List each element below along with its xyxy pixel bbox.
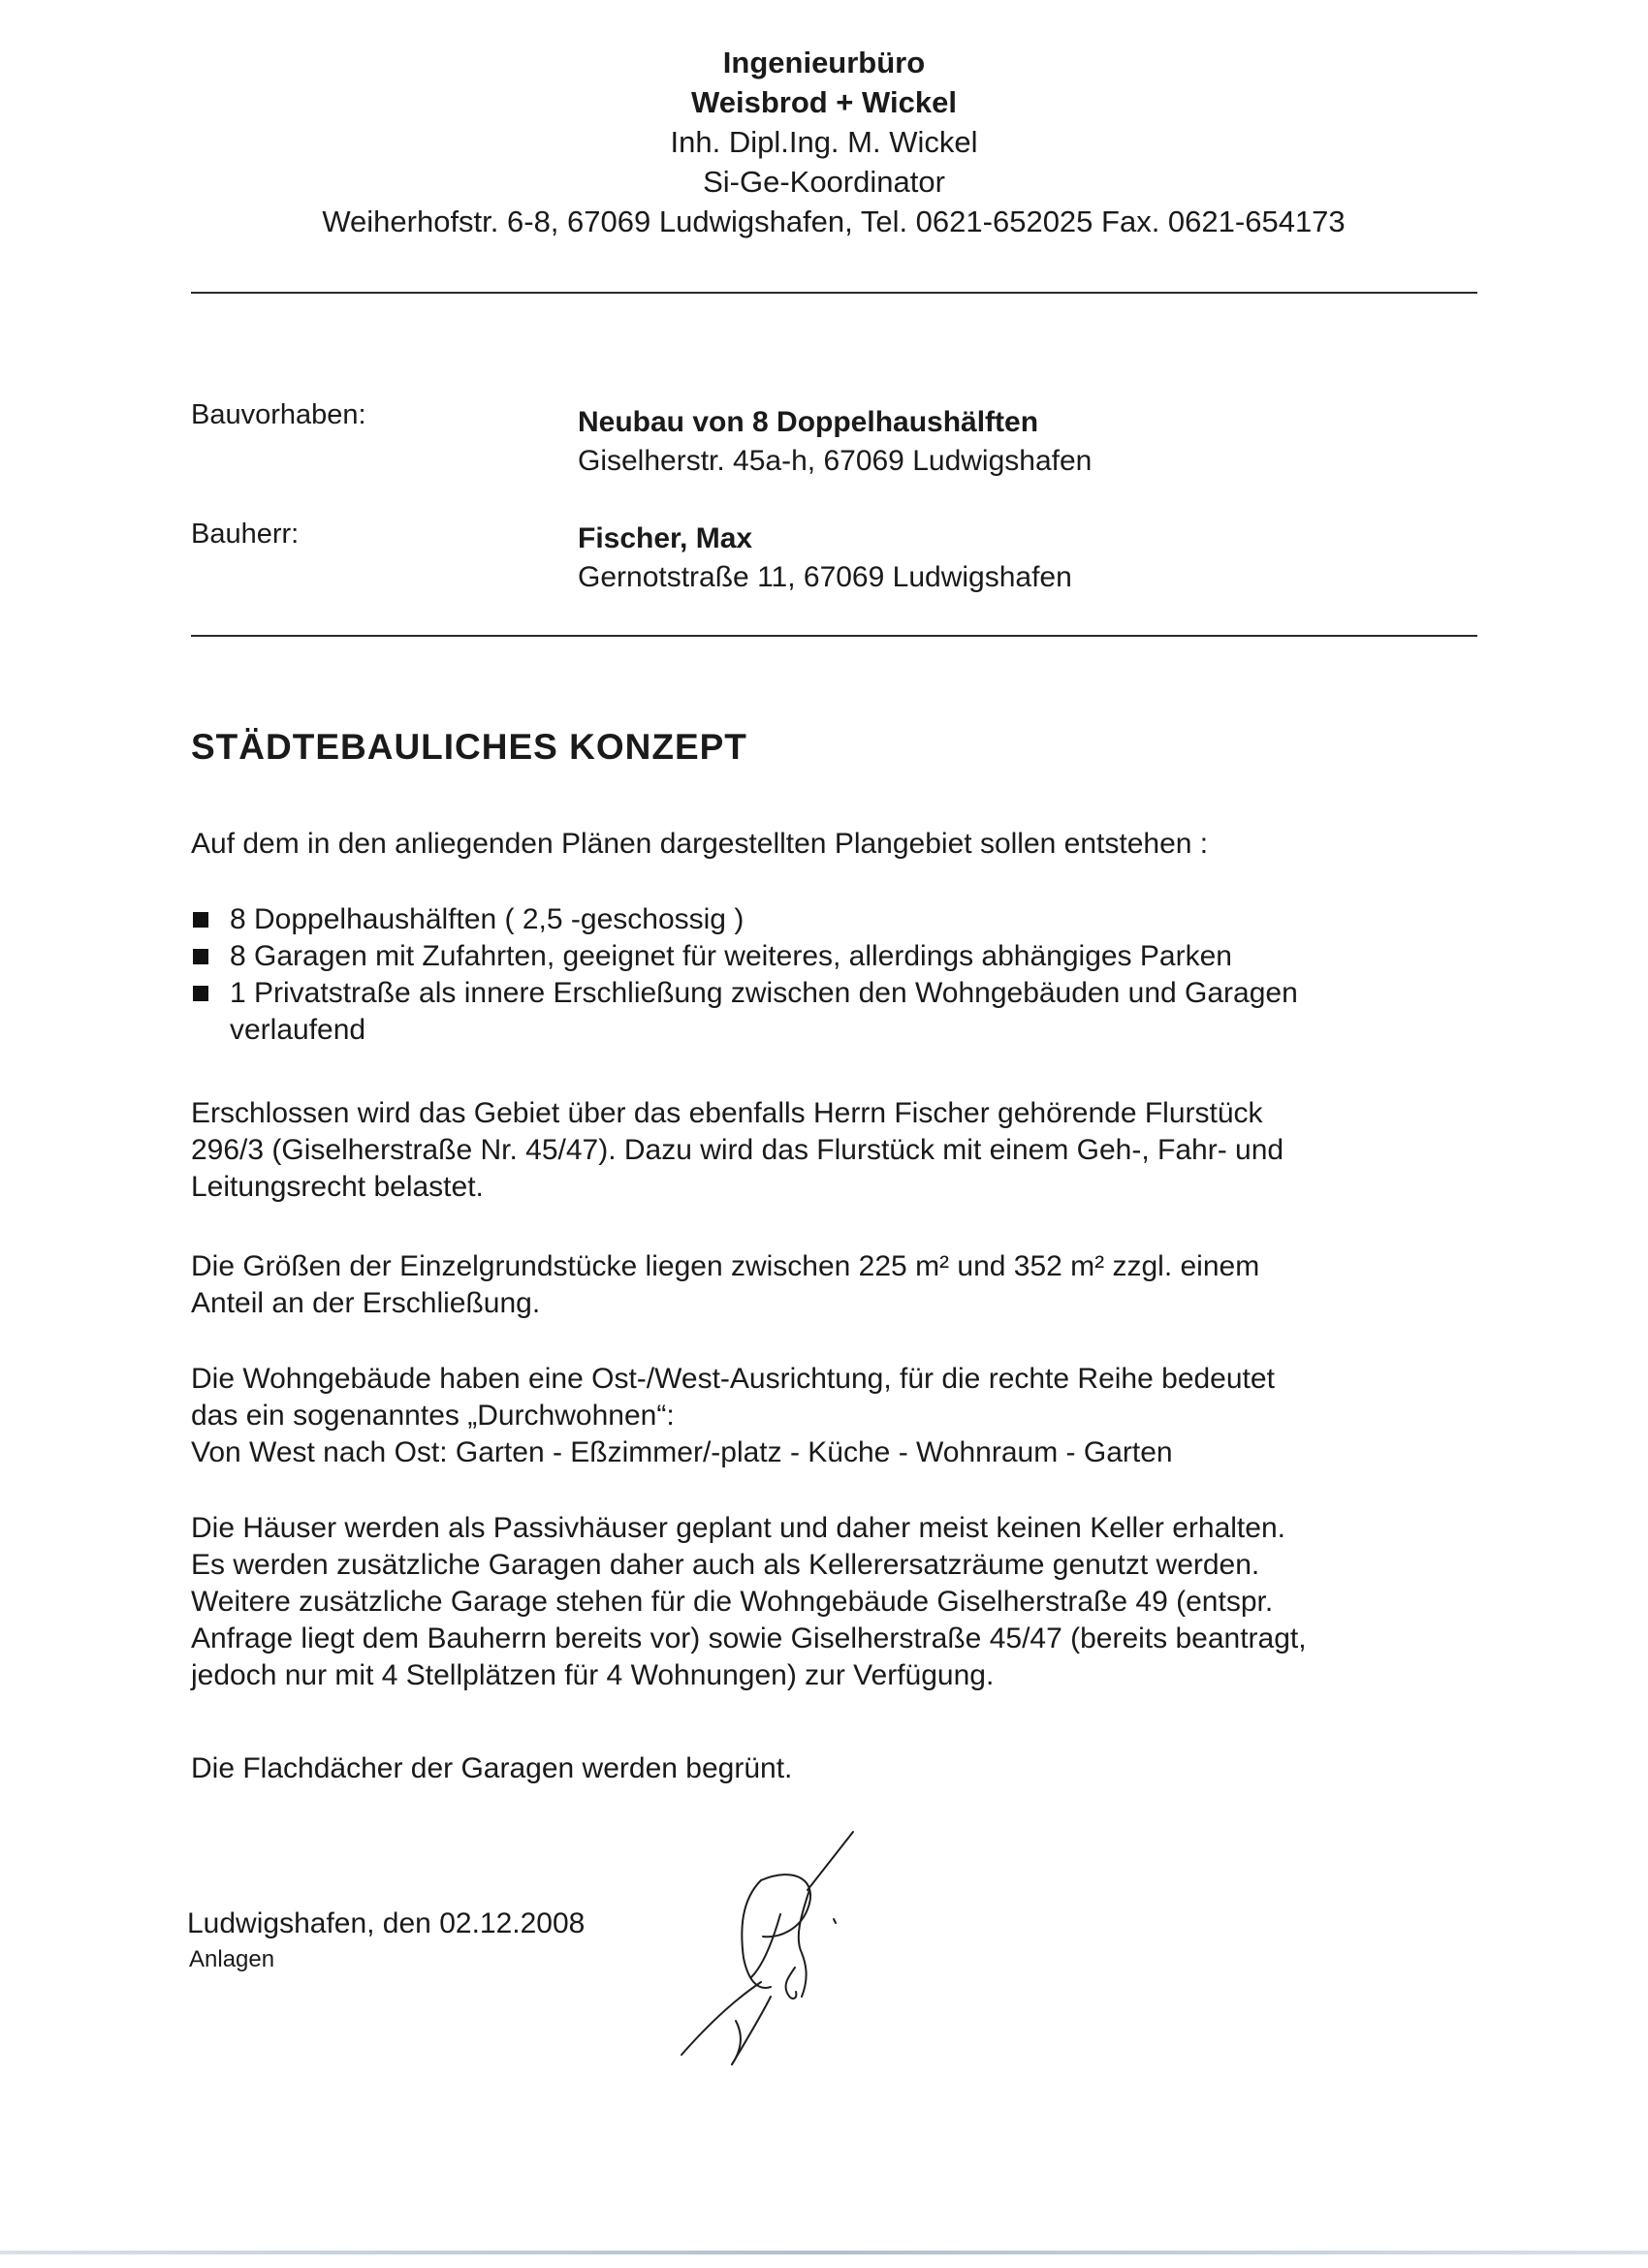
project-address: Giselherstr. 45a-h, 67069 Ludwigshafen (578, 445, 1093, 477)
company-name: Weisbrod + Wickel (691, 85, 957, 119)
project-title: Neubau von 8 Doppelhaushälften (578, 406, 1039, 438)
divider-top (191, 292, 1477, 294)
project-label: Bauvorhaben: (191, 399, 366, 430)
bullet-square-icon (193, 949, 208, 964)
orientation-paragraph: Die Wohngebäude haben eine Ost-/West-Ausrichtung, für die rechte Reihe bedeutet das ein sogenanntes „Durchwohnen“: Von West nach Ost: Garten - Eßzimmer/-platz - Küche - Wohnraum - Garten (191, 1363, 1275, 1468)
company-owner: Inh. Dipl.Ing. M. Wickel (670, 125, 978, 159)
list-item: 8 Garagen mit Zufahrten, geeignet für weiteres, allerdings abhängiges Parken (191, 938, 1298, 975)
place-and-date: Ludwigshafen, den 02.12.2008 (187, 1907, 586, 1939)
company-address: Weiherhofstr. 6-8, 67069 Ludwigshafen, Tel. 0621-652025 Fax. 0621-654173 (322, 205, 1346, 238)
client-address: Gernotstraße 11, 67069 Ludwigshafen (578, 561, 1072, 593)
passive-house-paragraph: Die Häuser werden als Passivhäuser geplant und daher meist keinen Keller erhalten. Es werden zusätzliche Garagen daher auch als Kellerersatzräume genutzt werden. Weitere zusätzliche Garage stehen für die Wohngebäude Giselherstraße 49 (entspr. Anfrage liegt dem Bauherrn bereits vor) sowie Giselherstraße 45/47 (bereits beantragt, jedoch nur mit 4 Stellplätzen für 4 Wohnungen) zur Verfügung. (191, 1512, 1307, 1691)
intro-paragraph (191, 826, 1480, 863)
scan-edge (0, 2251, 1648, 2254)
list-item: 1 Privatstraße als innere Erschließung zwischen den Wohngebäuden und Garagen verlaufend (191, 975, 1298, 1049)
document-heading: STÄDTEBAULICHES KONZEPT (191, 727, 747, 767)
project-info (578, 403, 1092, 481)
divider-middle (191, 635, 1477, 637)
client-info (578, 520, 1072, 597)
list-item: 8 Doppelhaushälften ( 2,5 -geschossig ) (191, 901, 1298, 938)
annex-label: Anlagen (189, 1946, 275, 1972)
access-paragraph: Erschlossen wird das Gebiet über das ebenfalls Herrn Fischer gehörende Flurstück 296/3 (Giselherstraße Nr. 45/47). Dazu wird das Flurstück mit einem Geh-, Fahr- und Leitungsrecht belastet. (191, 1097, 1284, 1203)
company-type: Ingenieurbüro (722, 46, 926, 79)
company-role: Si-Ge-Koordinator (703, 165, 945, 199)
handwritten-signature-icon (635, 1822, 887, 2084)
letterhead (0, 43, 1648, 241)
intro-line: Auf dem in den anliegenden Plänen dargestellten Plangebiet sollen entstehen : (191, 828, 1209, 860)
bullet-square-icon (193, 986, 208, 1001)
client-label: Bauherr: (191, 519, 300, 550)
sizes-paragraph: Die Größen der Einzelgrundstücke liegen zwischen 225 m² und 352 m² zzgl. einem Anteil an der Erschließung. (191, 1250, 1260, 1319)
feature-list (191, 901, 1298, 1049)
roofs-paragraph: Die Flachdächer der Garagen werden begrünt. (191, 1752, 793, 1784)
bullet-square-icon (193, 912, 208, 928)
client-name: Fischer, Max (578, 522, 753, 554)
